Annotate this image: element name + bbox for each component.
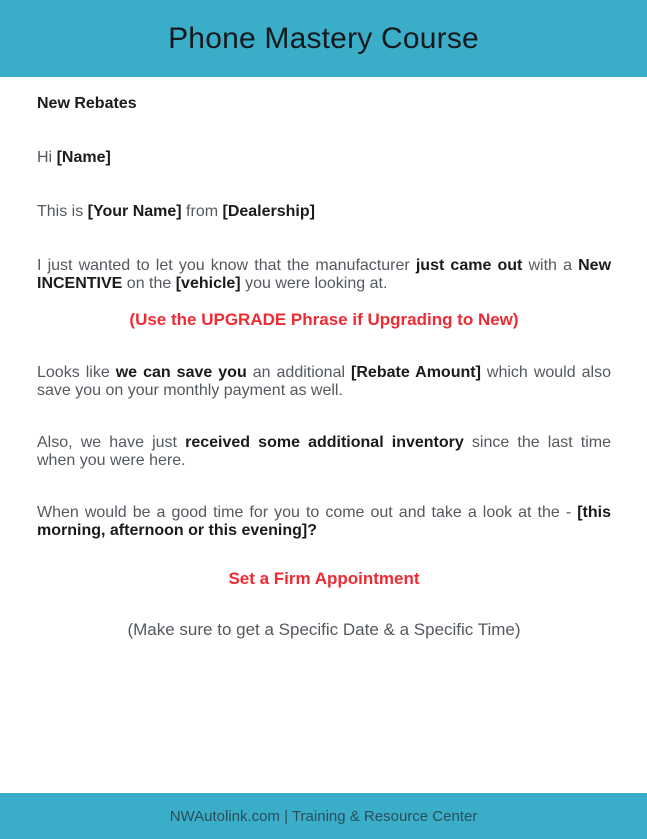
incentive-emphasis-1: just came out	[415, 257, 523, 274]
greeting-text: Hi	[37, 149, 57, 166]
inventory-text-2: since the last time when you were here.	[37, 434, 612, 469]
footer-text: NWAutolink.com | Training & Resource Center	[169, 807, 478, 825]
paragraph-incentive	[37, 257, 611, 293]
document-body	[0, 77, 647, 639]
placeholder-vehicle: [vehicle]	[175, 275, 241, 292]
cta-set-firm-appointment: Set a Firm Appointment	[228, 569, 420, 588]
placeholder-rebate-amount: [Rebate Amount]	[351, 364, 481, 381]
intro-text-2: from	[181, 203, 223, 220]
incentive-text-1: I just wanted to let you know that the manufacturer	[37, 257, 416, 274]
paragraph-savings	[37, 364, 611, 400]
savings-text-1: Looks like	[37, 364, 116, 381]
placeholder-dealership: [Dealership]	[222, 203, 315, 220]
heading-new-rebates: New Rebates	[37, 95, 137, 112]
footer-banner	[0, 793, 647, 839]
appointment-text: When would be a good time for you to come out and take a look at the -	[37, 504, 578, 521]
placeholder-time-options: [this morning, afternoon or this evening]?	[37, 504, 611, 539]
paragraph-inventory	[37, 434, 611, 470]
paragraph-greeting	[37, 149, 611, 167]
reminder-note: (Make sure to get a Specific Date & a Specific Time)	[127, 620, 521, 639]
page-title: Phone Mastery Course	[168, 21, 479, 55]
placeholder-name: [Name]	[56, 149, 111, 166]
header-banner	[0, 0, 647, 77]
incentive-emphasis-2: New INCENTIVE	[37, 257, 612, 292]
paragraph-appointment-question	[37, 504, 611, 540]
incentive-text-4: you were looking at.	[240, 275, 388, 292]
placeholder-your-name: [Your Name]	[87, 203, 182, 220]
savings-text-2: an additional	[246, 364, 352, 381]
incentive-text-3: on the	[122, 275, 176, 292]
intro-text-1: This is	[37, 203, 88, 220]
inventory-text-1: Also, we have just	[37, 434, 186, 451]
incentive-text-2: with a	[522, 257, 579, 274]
inventory-emphasis: received some additional inventory	[185, 434, 464, 451]
paragraph-intro	[37, 203, 611, 221]
savings-emphasis: we can save you	[115, 364, 247, 381]
upgrade-note: (Use the UPGRADE Phrase if Upgrading to New)	[129, 310, 519, 329]
savings-text-3: which would also save you on your monthly payment as well.	[37, 364, 611, 399]
